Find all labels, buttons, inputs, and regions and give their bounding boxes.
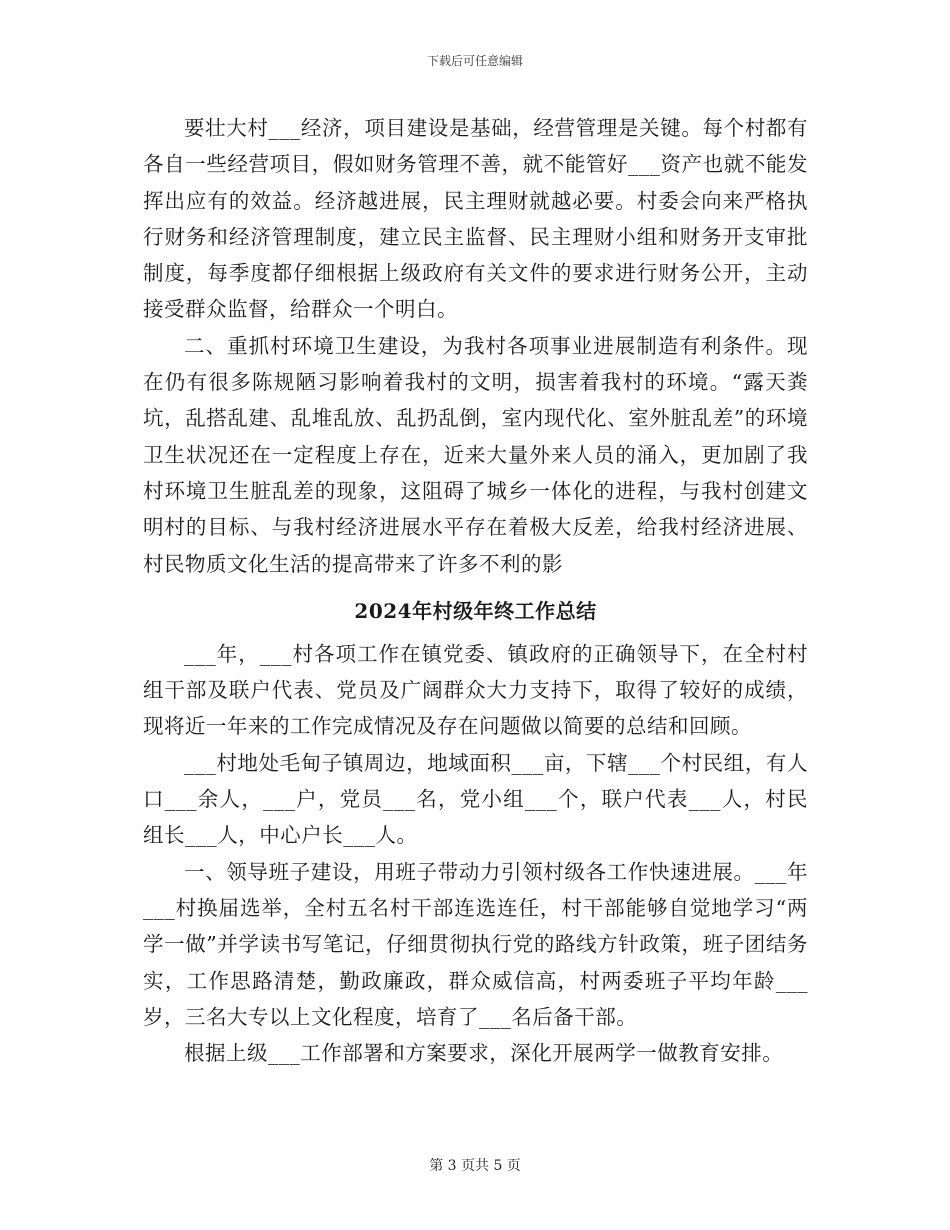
paragraph-intro: ___年，___村各项工作在镇党委、镇政府的正确领导下，在全村村组干部及联户代表、党员及广阔群众大力支持下，取得了较好的成绩，现将近一年来的工作完成情况及存在问题做以简要的总结和回顾。 [143, 641, 808, 739]
document-body [143, 110, 808, 1071]
paragraph-leadership: 一、领导班子建设，用班子带动力引领村级各工作快速进展。___年___村换届选举，全村五名村干部连选连任，村干部能够自觉地学习“两学一做”并学读书写笔记，仔细贯彻执行党的路线方针政策，班子团结务实，工作思路清楚，勤政廉政，群众威信高，村两委班子平均年龄___岁，三名大专以上文化程度，培育了___名后备干部。 [143, 859, 808, 1029]
document-title: 2024年村级年终工作总结 [354, 598, 597, 623]
paragraph-finance-management: 要壮大村___经济，项目建设是基础，经营管理是关键。每个村都有各自一些经营项目，假如财务管理不善，就不能管好___资产也就不能发挥出应有的效益。经济越进展，民主理财就越必要。村委会向来严格执行财务和经济管理制度，建立民主监督、民主理财小组和财务开支审批制度，每季度都仔细根据上级政府有关文件的要求进行财务公开，主动接受群众监督，给群众一个明白。 [143, 116, 808, 322]
page-header: 下载后可任意编辑 [426, 54, 523, 68]
paragraph-village-overview: ___村地处毛甸子镇周边，地域面积___亩，下辖___个村民组，有人口___余人，___户，党员___名，党小组___个，联户代表___人，村民组长___人，中心户长___人。 [143, 750, 808, 848]
paragraph-education: 根据上级___工作部署和方案要求，深化开展两学一做教育安排。 [184, 1041, 784, 1066]
paragraph-environment-sanitation: 二、重抓村环境卫生建设，为我村各项事业进展制造有利条件。现在仍有很多陈规陋习影响着我村的文明，损害着我村的环境。“露天粪坑，乱搭乱建、乱堆乱放、乱扔乱倒，室内现代化、室外脏乱差”的环境卫生状况还在一定程度上存在，近来大量外来人员的涌入，更加剧了我村环境卫生脏乱差的现象，这阻碍了城乡一体化的进程，与我村创建文明村的目标、与我村经济进展水平存在着极大反差，给我村经济进展、村民物质文化生活的提高带来了许多不利的影 [143, 333, 808, 576]
page-footer: 第 3 页共 5 页 [429, 1158, 521, 1174]
